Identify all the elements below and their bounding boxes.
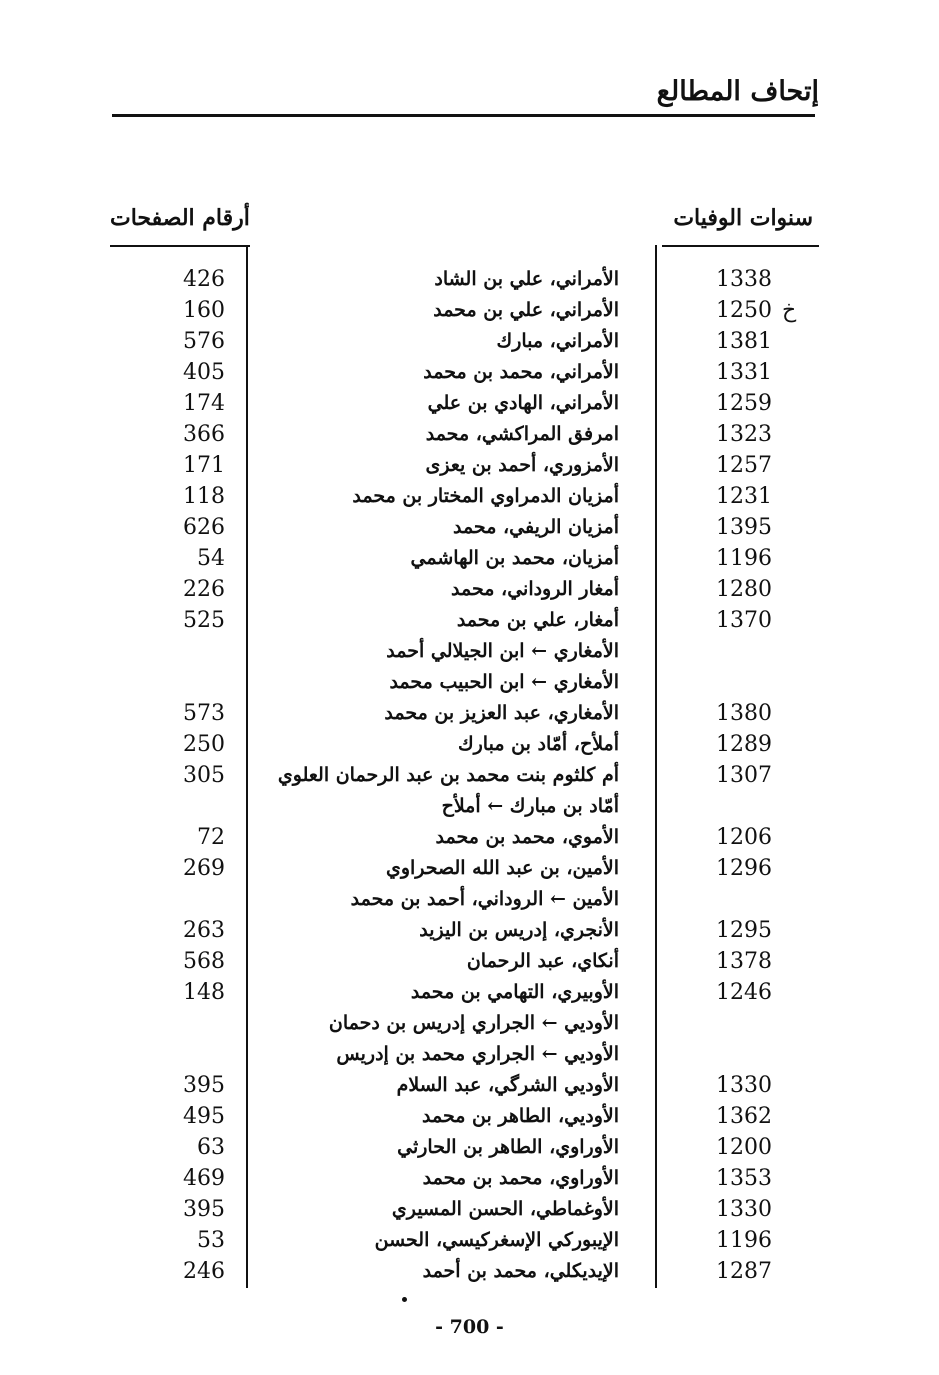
death-year-cell: 1381: [716, 329, 772, 354]
death-year-cell: 1338: [716, 267, 772, 292]
index-entry: [0, 357, 939, 388]
page-number-cell: 525: [183, 608, 225, 633]
page-number-cell: 395: [183, 1073, 225, 1098]
death-year-cell: 1295: [716, 918, 772, 943]
death-year-cell: 1250: [716, 298, 772, 323]
death-year-cell: 1323: [716, 422, 772, 447]
page-number-cell: 263: [183, 918, 225, 943]
person-name-cell: الأمغاري ← ابن الجيلالي أحمد: [386, 640, 619, 662]
person-name-cell: الأمغاري، عبد العزيز بن محمد: [384, 702, 619, 724]
index-entry: [0, 1039, 939, 1070]
person-name-cell: الأموي، محمد بن محمد: [435, 826, 619, 848]
page-number-cell: 171: [183, 453, 225, 478]
person-name-cell: الأمراني، علي بن الشاد: [434, 268, 619, 290]
index-entry: [0, 1070, 939, 1101]
column-heading-years: سنوات الوفيات: [673, 205, 813, 231]
death-year-cell: 1296: [716, 856, 772, 881]
person-name-cell: الأوديي، الطاهر بن محمد: [422, 1105, 619, 1127]
person-name-cell: الأمراني، الهادي بن علي: [427, 392, 619, 414]
death-year-cell: 1257: [716, 453, 772, 478]
death-year-cell: 1287: [716, 1259, 772, 1284]
death-year-cell: 1206: [716, 825, 772, 850]
death-year-cell: 1280: [716, 577, 772, 602]
person-name-cell: امرفق المراكشي، محمد: [425, 423, 619, 445]
index-entry: [0, 698, 939, 729]
person-name-cell: الإيديكلي، محمد بن أحمد: [422, 1260, 619, 1282]
index-entry: [0, 574, 939, 605]
index-entry: [0, 729, 939, 760]
page-number-cell: 568: [183, 949, 225, 974]
page-number-cell: 626: [183, 515, 225, 540]
person-name-cell: الأوراوي، محمد بن محمد: [422, 1167, 619, 1189]
index-entry: [0, 450, 939, 481]
person-name-cell: الأوبيري، التهامي بن محمد: [410, 981, 619, 1003]
person-name-cell: أمزيان، محمد بن الهاشمي: [410, 547, 619, 569]
index-entry: [0, 853, 939, 884]
page-number-cell: 576: [183, 329, 225, 354]
person-name-cell: أمغار الروداني، محمد: [451, 578, 619, 600]
index-entry: [0, 884, 939, 915]
page-number-cell: 469: [183, 1166, 225, 1191]
death-year-cell: 1395: [716, 515, 772, 540]
index-entry: [0, 946, 939, 977]
header-rule: [112, 114, 815, 117]
page-number-cell: 495: [183, 1104, 225, 1129]
page-number-cell: 54: [197, 546, 225, 571]
person-name-cell: الأمين، بن عبد الله الصحراوي: [385, 857, 619, 879]
death-year-cell: 1380: [716, 701, 772, 726]
death-year-cell: 1231: [716, 484, 772, 509]
person-name-cell: الأمراني، مبارك: [496, 330, 619, 352]
index-entry: [0, 605, 939, 636]
page-number-cell: 72: [197, 825, 225, 850]
person-name-cell: أملأح، أمّاد بن مبارك: [457, 733, 619, 755]
death-year-cell: 1362: [716, 1104, 772, 1129]
death-year-cell: 1353: [716, 1166, 772, 1191]
person-name-cell: أمزيان الدمراوي المختار بن محمد: [352, 485, 619, 507]
bullet-mark: [402, 1297, 407, 1302]
person-name-cell: الأمغاري ← ابن الحبيب محمد: [389, 671, 619, 693]
index-entry: [0, 822, 939, 853]
page-number-cell: 160: [183, 298, 225, 323]
page-number-cell: 118: [183, 484, 225, 509]
index-entry: [0, 977, 939, 1008]
index-entry: [0, 1194, 939, 1225]
person-name-cell: الأوديي ← الجراري إدريس بن دحمان: [328, 1012, 619, 1034]
index-entry: [0, 1132, 939, 1163]
death-year-cell: 1259: [716, 391, 772, 416]
person-name-cell: الأوديي ← الجراري محمد بن إدريس: [336, 1043, 619, 1065]
person-name-cell: الأوغماطي، الحسن المسيري: [391, 1198, 619, 1220]
death-year-cell: 1196: [716, 546, 772, 571]
person-name-cell: الأوديي الشرگي، عبد السلام: [396, 1074, 619, 1096]
index-entry: [0, 1256, 939, 1287]
death-year-cell: 1246: [716, 980, 772, 1005]
entry-mark: خ: [782, 298, 797, 323]
person-name-cell: أمزيان الريفي، محمد: [452, 516, 619, 538]
page-number-cell: 395: [183, 1197, 225, 1222]
person-name-cell: أنكاي، عبد الرحمان: [466, 950, 619, 972]
index-entry: [0, 512, 939, 543]
index-entry: [0, 1008, 939, 1039]
index-entry: [0, 264, 939, 295]
index-entry: [0, 1101, 939, 1132]
index-entries: [0, 264, 939, 1287]
index-entry: [0, 760, 939, 791]
index-entry: [0, 481, 939, 512]
death-year-cell: 1330: [716, 1197, 772, 1222]
index-entry: [0, 915, 939, 946]
index-entry: [0, 1225, 939, 1256]
page-number-cell: 405: [183, 360, 225, 385]
page-number-cell: 148: [183, 980, 225, 1005]
person-name-cell: أمّاد بن مبارك ← أملأح: [441, 795, 619, 817]
page-number-cell: 366: [183, 422, 225, 447]
death-year-cell: 1331: [716, 360, 772, 385]
death-year-cell: 1330: [716, 1073, 772, 1098]
person-name-cell: الأوراوي، الطاهر بن الحارثي: [397, 1136, 619, 1158]
index-entry: [0, 419, 939, 450]
death-year-cell: 1200: [716, 1135, 772, 1160]
running-title: إتحاف المطالع: [656, 76, 819, 107]
page-number-cell: 226: [183, 577, 225, 602]
index-entry: [0, 543, 939, 574]
years-column-top-rule: [662, 245, 819, 247]
index-entry: [0, 636, 939, 667]
index-entry: [0, 388, 939, 419]
index-entry: [0, 791, 939, 822]
person-name-cell: أم كلثوم بنت محمد بن عبد الرحمان العلوي: [277, 764, 619, 786]
page-number-cell: 426: [183, 267, 225, 292]
page-number-cell: 250: [183, 732, 225, 757]
page-number-cell: 53: [197, 1228, 225, 1253]
page-number: - 700 -: [435, 1316, 504, 1338]
death-year-cell: 1370: [716, 608, 772, 633]
index-entry: [0, 326, 939, 357]
page-number-cell: 573: [183, 701, 225, 726]
index-entry: [0, 295, 939, 326]
page-number-cell: 269: [183, 856, 225, 881]
person-name-cell: الإيبوركي الإسغركيسي، الحسن: [374, 1229, 619, 1251]
death-year-cell: 1307: [716, 763, 772, 788]
death-year-cell: 1196: [716, 1228, 772, 1253]
death-year-cell: 1378: [716, 949, 772, 974]
page-number-cell: 174: [183, 391, 225, 416]
person-name-cell: أمغار، علي بن محمد: [456, 609, 619, 631]
death-year-cell: 1289: [716, 732, 772, 757]
pages-column-top-rule: [110, 245, 250, 247]
column-heading-pages: أرقام الصفحات: [110, 205, 250, 231]
person-name-cell: الأمين ← الروداني، أحمد بن محمد: [350, 888, 619, 910]
person-name-cell: الأمراني، محمد بن محمد: [423, 361, 619, 383]
page-number-cell: 246: [183, 1259, 225, 1284]
person-name-cell: الأمزوري، أحمد بن يعزى: [425, 454, 619, 476]
index-entry: [0, 1163, 939, 1194]
page-number-cell: 305: [183, 763, 225, 788]
person-name-cell: الأنجري، إدريس بن اليزيد: [419, 919, 619, 941]
person-name-cell: الأمراني، علي بن محمد: [433, 299, 619, 321]
index-entry: [0, 667, 939, 698]
page-number-cell: 63: [197, 1135, 225, 1160]
